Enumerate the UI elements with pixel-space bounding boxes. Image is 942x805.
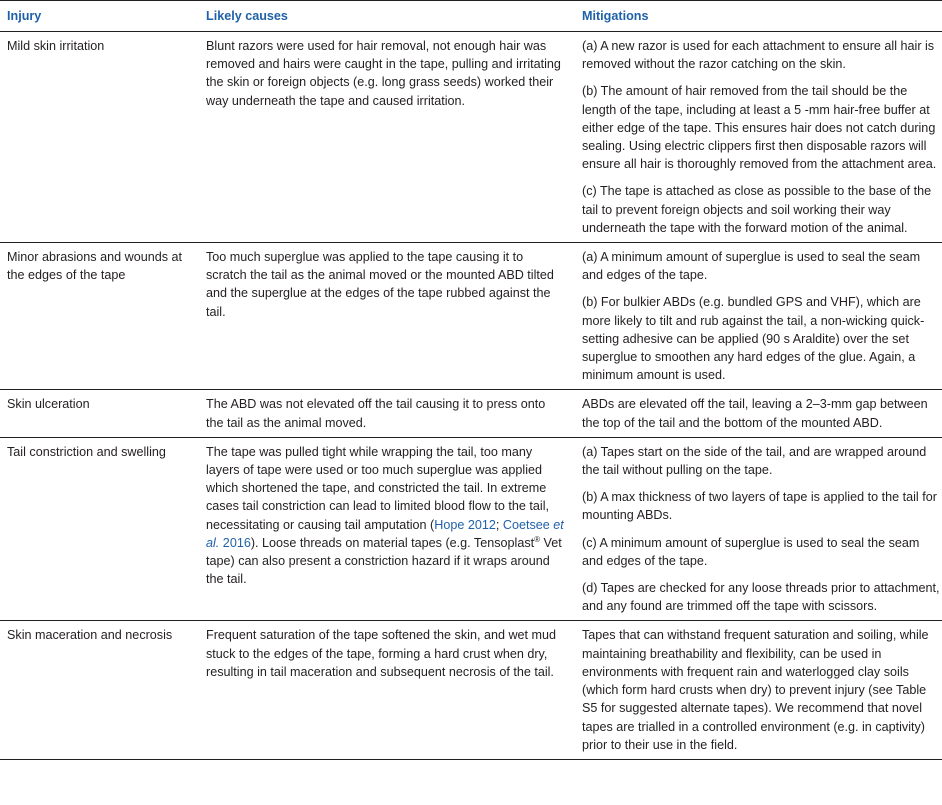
header-likely-causes: Likely causes	[199, 1, 575, 32]
mitigation-item: ABDs are elevated off the tail, leaving a 2–3-mm gap between the top of the tail and the bottom of the mounted ABD.	[582, 397, 928, 430]
header-injury: Injury	[0, 1, 199, 32]
table-row	[0, 437, 942, 621]
cause-cell: The ABD was not elevated off the tail causing it to press onto the tail as the animal moved.	[199, 390, 575, 437]
mitigation-cell	[575, 437, 942, 621]
injury-cell: Skin ulceration	[0, 390, 199, 437]
table-row	[0, 32, 942, 243]
table-header-row	[0, 1, 942, 32]
mitigation-cell	[575, 390, 942, 437]
cause-text: Vet tape) can also present a constriction hazard if it wraps around the tail.	[206, 535, 562, 587]
injury-cell: Skin maceration and necrosis	[0, 621, 199, 759]
citation-author: Coetsee	[502, 517, 554, 532]
header-mitigations: Mitigations	[575, 1, 942, 32]
mitigation-cell	[575, 243, 942, 390]
mitigation-item: (a) Tapes start on the side of the tail, and are wrapped around the tail without pulling on the tape.	[582, 444, 927, 478]
mitigation-item: (d) Tapes are checked for any loose threads prior to attachment, and any found are trimmed off the tape with scissors.	[582, 581, 940, 614]
mitigation-cell	[575, 621, 942, 759]
injury-cell: Minor abrasions and wounds at the edges of the tape	[0, 243, 199, 390]
registered-mark: ®	[534, 534, 541, 544]
cause-text: ). Loose threads on material tapes (e.g. Tensoplast	[250, 535, 535, 550]
cause-cell: Blunt razors were used for hair removal, not enough hair was removed and hairs were caught in the tape, pulling and irritating the skin or foreign objects (e.g. long grass seeds) worked their way underneath the tape and caused irritation.	[199, 32, 575, 243]
mitigation-item: (c) The tape is attached as close as possible to the base of the tail to prevent foreign objects and soil working their way underneath the tape with the forward motion of the animal.	[582, 184, 932, 235]
mitigation-item: (c) A minimum amount of superglue is used to seal the seam and edges of the tape.	[582, 535, 920, 568]
mitigation-cell	[575, 32, 942, 243]
citation-link-hope-2012[interactable]: Hope 2012	[434, 517, 496, 532]
mitigation-item: (a) A new razor is used for each attachment to ensure all hair is removed without the razor catching on the skin.	[582, 39, 935, 72]
citation-year: 2016	[219, 535, 251, 550]
mitigation-item: (b) A max thickness of two layers of tape is applied to the tail for mounting ABDs.	[582, 490, 937, 523]
cause-cell: Frequent saturation of the tape softened the skin, and wet mud stuck to the edges of the tape, forming a hard crust when dry, resulting in tail maceration and subsequent necrosis of the tail.	[199, 621, 575, 759]
cause-cell	[199, 437, 575, 621]
mitigation-item: (b) For bulkier ABDs (e.g. bundled GPS and VHF), which are more likely to tilt and rub against the tail, a non-wicking quick-setting adhesive can be applied (90 s Araldite) over the set superglue to smoothen any hard edges of the glue. Again, a minimum amount is used.	[582, 295, 925, 383]
mitigation-item: (b) The amount of hair removed from the tail should be the length of the tape, including at least a 5 -mm hair-free buffer at either edge of the tape. This ensures hair does not catch during sealing. Using electric clippers first then disposable razors will ensure all hair is thoroughly removed from the attachment area.	[582, 84, 937, 172]
table-row	[0, 243, 942, 390]
table-row	[0, 390, 942, 437]
cause-cell: Too much superglue was applied to the tape causing it to scratch the tail as the animal moved or the mounted ABD tilted and the superglue at the edges of the tape rubbed against the tail.	[199, 243, 575, 390]
citation-separator: ;	[495, 517, 503, 532]
injury-cell: Mild skin irritation	[0, 32, 199, 243]
injury-cell: Tail constriction and swelling	[0, 437, 199, 621]
cause-text: The tape was pulled tight while wrapping the tail, too many layers of tape were used or too much superglue was applied which shortened the tape, and constricted the tail. In extreme cases tail constriction can lead to limited blood flow to the tail, necessitating or causing tail amputation (	[206, 444, 550, 532]
mitigation-item: Tapes that can withstand frequent saturation and soiling, while maintaining breathability and flexibility, can be used in environments with frequent rain and waterlogged clay soils (which form hard crusts when dry) to prevent injury (see Table S5 for suggested alternate tapes). We recommend that novel tapes are trialled in a controlled environment (e.g. in captivity) prior to their use in the field.	[582, 628, 929, 752]
table-row	[0, 621, 942, 759]
mitigation-item: (a) A minimum amount of superglue is used to seal the seam and edges of the tape.	[582, 250, 921, 283]
citation-et-al: et al.	[206, 517, 564, 550]
